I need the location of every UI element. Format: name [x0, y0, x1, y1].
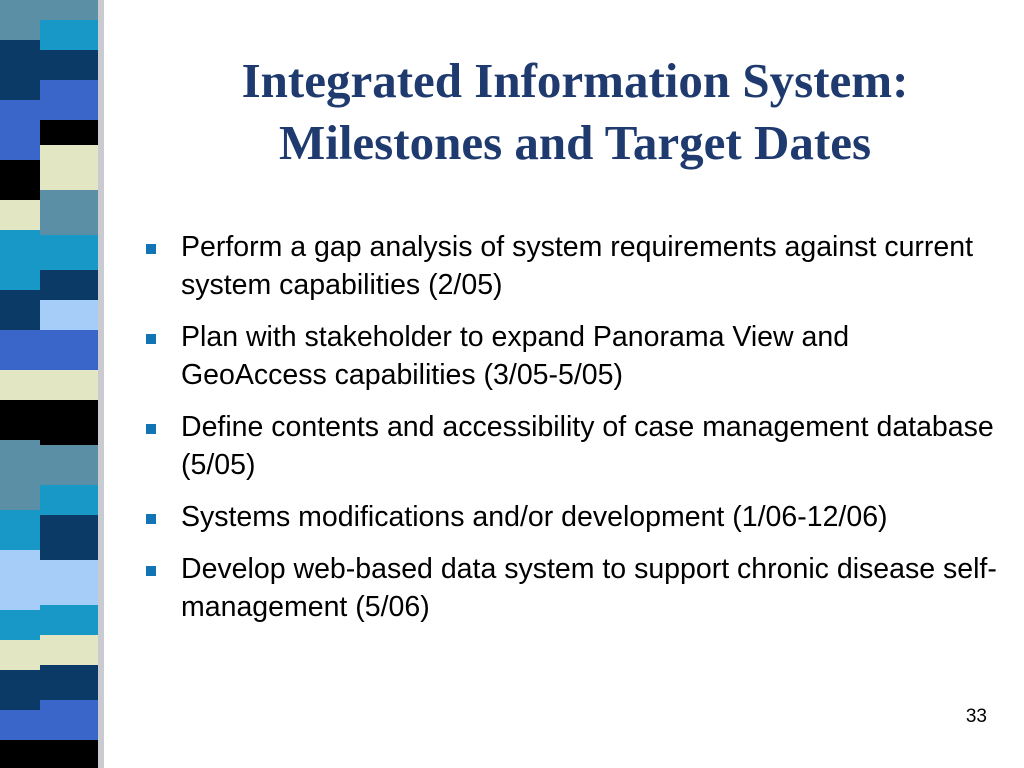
slide-title-line-1: Integrated Information System: — [241, 53, 909, 108]
square-bullet-icon — [146, 334, 156, 344]
bullet-item — [141, 550, 1001, 626]
bullet-item — [141, 498, 1001, 536]
square-bullet-icon — [146, 566, 156, 576]
page-number: 33 — [965, 706, 987, 727]
bullet-item — [141, 318, 1001, 394]
bullet-text: Perform a gap analysis of system requirements against current system capabilities (2/05) — [181, 231, 974, 301]
square-bullet-icon — [146, 514, 156, 524]
square-bullet-icon — [146, 424, 156, 434]
bullet-text: Plan with stakeholder to expand Panorama View and GeoAccess capabilities (3/05-5/05) — [181, 321, 850, 391]
milestone-bullet-list — [141, 228, 1001, 640]
slide-title — [135, 50, 1015, 174]
bullet-item — [141, 408, 1001, 484]
decorative-stripe-band — [0, 0, 118, 768]
bullet-item — [141, 228, 1001, 304]
bullet-text: Define contents and accessibility of case management database (5/05) — [181, 411, 994, 481]
square-bullet-icon — [146, 244, 156, 254]
bullet-text: Develop web-based data system to support chronic disease self-management (5/06) — [181, 553, 997, 623]
stripe-pattern-graphic — [0, 0, 118, 768]
slide-title-line-2: Milestones and Target Dates — [278, 115, 872, 170]
bullet-text: Systems modifications and/or development (1/06-12/06) — [181, 501, 888, 533]
